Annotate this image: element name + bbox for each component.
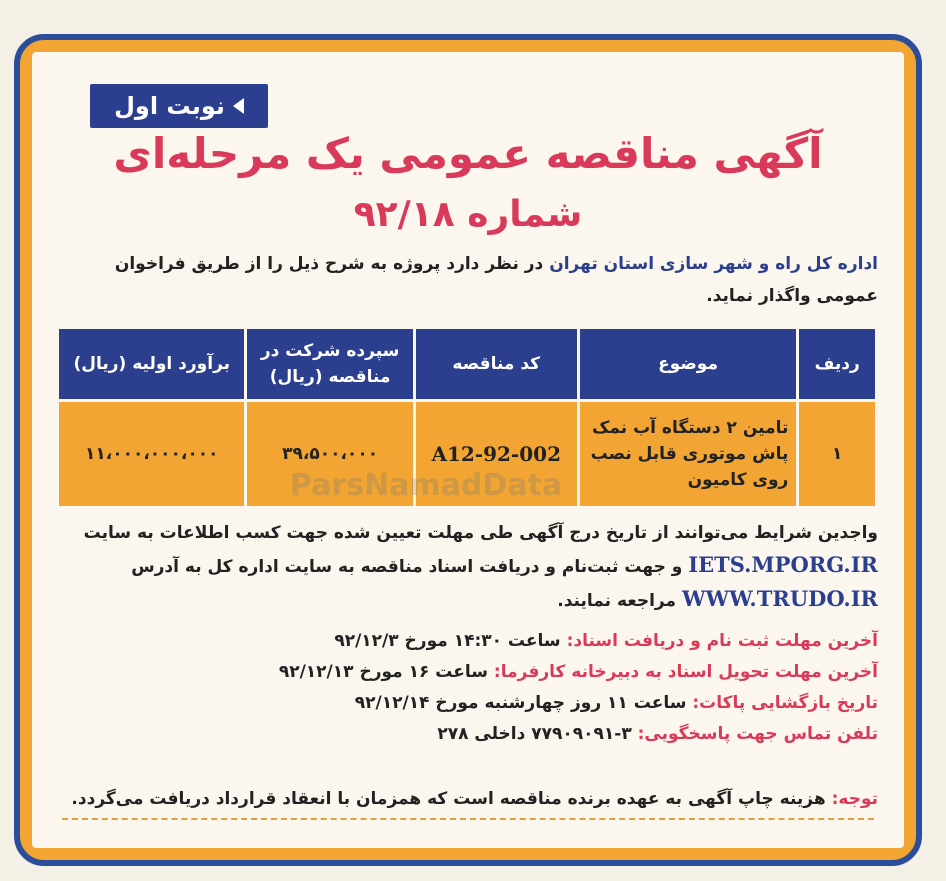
deadline-value: ساعت ۱۱ روز چهارشنبه مورخ ۹۲/۱۲/۱۴ bbox=[354, 693, 693, 713]
ad-title: آگهی مناقصه عمومی یک مرحله‌ای bbox=[113, 129, 823, 178]
bottom-divider bbox=[62, 818, 874, 820]
header-subject: موضوع bbox=[580, 329, 797, 399]
iets-site-link[interactable]: IETS.MPORG.IR bbox=[688, 552, 878, 577]
turn-badge bbox=[90, 84, 268, 128]
header-estimate: برآورد اولیه (ریال) bbox=[59, 329, 244, 399]
trudo-site-link[interactable]: WWW.TRUDO.IR bbox=[681, 586, 878, 611]
deadline-value: ساعت ۱۶ مورخ ۹۲/۱۲/۱۳ bbox=[278, 662, 494, 682]
instructions-paragraph bbox=[58, 518, 878, 617]
cell-tender-code: A12-92-002 bbox=[416, 402, 577, 506]
instructions-text-1: واجدین شرایط می‌توانند از تاریخ درج آگهی طی مهلت تعیین شده جهت کسب اطلاعات به سایت bbox=[83, 523, 878, 543]
cell-subject: تامین ۲ دستگاه آب نمک پاش موتوری قابل نصب روی کامیون bbox=[580, 402, 797, 506]
deadline-label: تاریخ بازگشایی پاکات: bbox=[692, 693, 878, 713]
note-label: توجه: bbox=[831, 789, 878, 809]
instructions-text-2: و جهت ثبت‌نام و دریافت اسناد مناقصه به سایت اداره کل به آدرس bbox=[131, 557, 689, 577]
instructions-text-3: مراجعه نمایند. bbox=[557, 591, 682, 611]
watermark-text: ParsNamadData bbox=[290, 468, 563, 503]
cell-estimate: ۱۱،۰۰۰،۰۰۰،۰۰۰ bbox=[59, 402, 244, 506]
cell-deposit: ۳۹،۵۰۰،۰۰۰ bbox=[247, 402, 412, 506]
note-paragraph bbox=[58, 784, 878, 814]
cell-row-number: ۱ bbox=[799, 402, 875, 506]
ad-number: شماره ۹۲/۱۸ bbox=[353, 194, 583, 235]
organization-name: اداره کل راه و شهر سازی استان تهران bbox=[549, 254, 878, 274]
ad-content bbox=[32, 52, 904, 848]
triangle-left-icon bbox=[233, 98, 244, 114]
deadline-value: ساعت ۱۴:۳۰ مورخ ۹۲/۱۲/۳ bbox=[334, 631, 567, 651]
note-text: هزینه چاپ آگهی به عهده برنده مناقصه است که همزمان با انعقاد قرارداد دریافت می‌گردد. bbox=[71, 789, 832, 809]
deadline-item bbox=[58, 657, 878, 688]
deadline-label: تلفن تماس جهت پاسخگویی: bbox=[637, 724, 878, 744]
deadline-value: ۳-۷۷۹۰۹۰۹۱ داخلی ۲۷۸ bbox=[437, 724, 638, 744]
intro-text: در نظر دارد پروژه به شرح ذیل را از طریق فراخوان عمومی واگذار نماید. bbox=[114, 254, 878, 306]
deadline-item bbox=[58, 719, 878, 750]
intro-paragraph bbox=[58, 248, 878, 312]
deadline-label: آخرین مهلت ثبت نام و دریافت اسناد: bbox=[566, 631, 878, 651]
turn-badge-label: نوبت اول bbox=[114, 92, 225, 120]
header-row-number: ردیف bbox=[799, 329, 875, 399]
deadline-item bbox=[58, 626, 878, 657]
header-tender-code: کد مناقصه bbox=[416, 329, 577, 399]
ad-frame bbox=[14, 34, 922, 866]
header-deposit: سپرده شرکت در مناقصه (ریال) bbox=[247, 329, 412, 399]
deadline-label: آخرین مهلت تحویل اسناد به دبیرخانه کارفرما: bbox=[493, 662, 878, 682]
deadline-item bbox=[58, 688, 878, 719]
deadline-list bbox=[58, 626, 878, 750]
table-header-row bbox=[59, 329, 875, 399]
